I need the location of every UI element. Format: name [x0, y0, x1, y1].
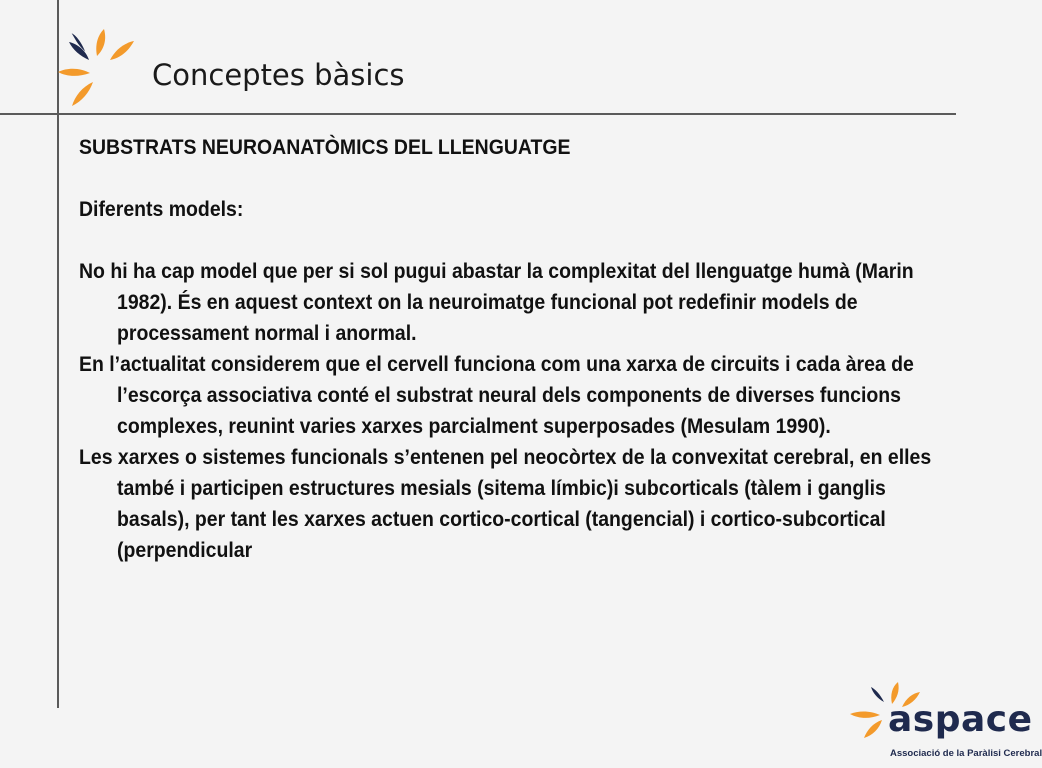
- section-heading: SUBSTRATS NEUROANATÒMICS DEL LLENGUATGE: [79, 135, 571, 159]
- body-paragraph: En l’actualitat considerem que el cervell funciona com una xarxa de circuits i cada àrea de l’escorça associativa conté el substrat neural dels components de diverses funcions complexes, reunint varies xarxes parcialment superposades (Mesulam 1990).: [79, 352, 914, 438]
- brand-subtitle: Associació de la Paràlisi Cerebral: [890, 748, 1042, 759]
- body-paragraph: No hi ha cap model que per si sol pugui abastar la complexitat del llenguatge humà (Marin 1982). És en aquest context on la neuroimatge funcional pot redefinir models de processament normal i anormal.: [79, 259, 914, 345]
- spacer: [79, 163, 939, 194]
- section-subheading: Diferents models:: [79, 197, 244, 221]
- spacer: [79, 225, 939, 256]
- body-paragraph: Les xarxes o sistemes funcionals s’entenen pel neocòrtex de la convexitat cerebral, en elles també i participen estructures mesials (sitema límbic)i subcorticals (tàlem i ganglis basals), per tant les xarxes actuen cortico-cortical (tangencial) i cortico-subcortical (perpendicular: [79, 445, 932, 562]
- page-title: Conceptes bàsics: [152, 58, 405, 92]
- slide-body: [79, 132, 939, 566]
- petal-logo-icon: [52, 26, 152, 116]
- brand-name: aspace: [888, 699, 1033, 740]
